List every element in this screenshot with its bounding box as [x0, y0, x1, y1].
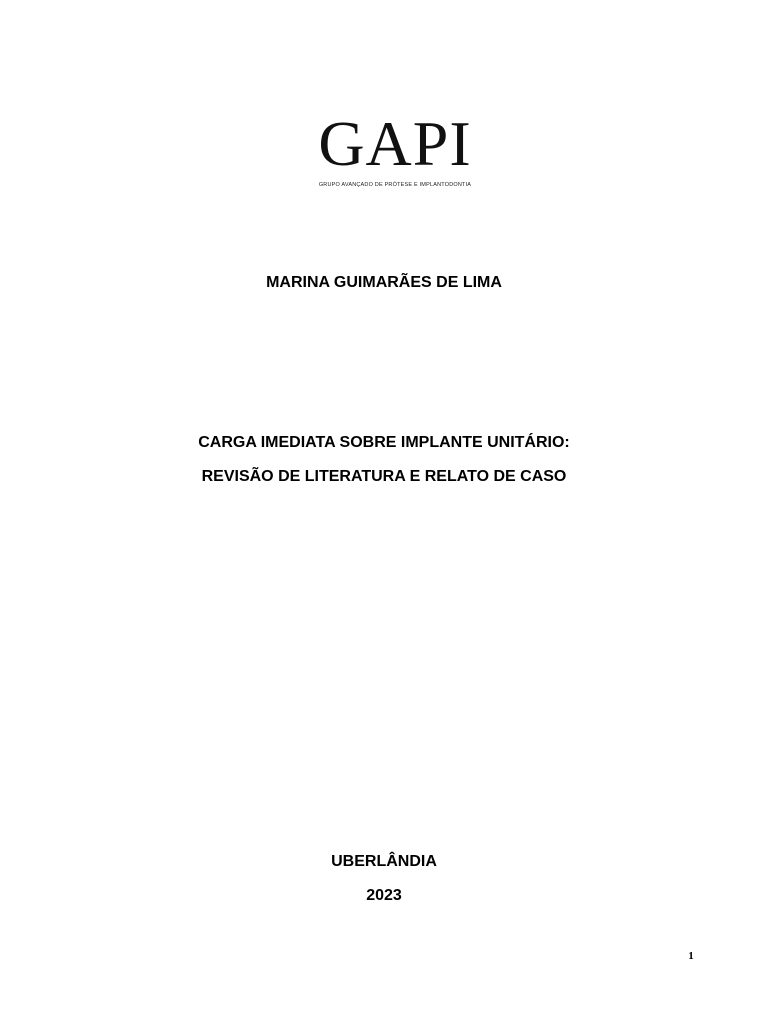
- gapi-logo: [0, 108, 768, 188]
- city: UBERLÂNDIA: [331, 853, 437, 870]
- page-number: 1: [688, 950, 694, 962]
- logo-caption: GRUPO AVANÇADO DE PRÓTESE E IMPLANTODONTIA: [318, 182, 472, 188]
- document-title-line-2: REVISÃO DE LITERATURA E RELATO DE CASO: [201, 468, 567, 485]
- author-name: MARINA GUIMARÃES DE LIMA: [266, 274, 502, 291]
- logo-wordmark: GAPI: [318, 108, 472, 179]
- document-title-line-1: CARGA IMEDIATA SOBRE IMPLANTE UNITÁRIO:: [198, 434, 570, 451]
- year: 2023: [366, 887, 402, 904]
